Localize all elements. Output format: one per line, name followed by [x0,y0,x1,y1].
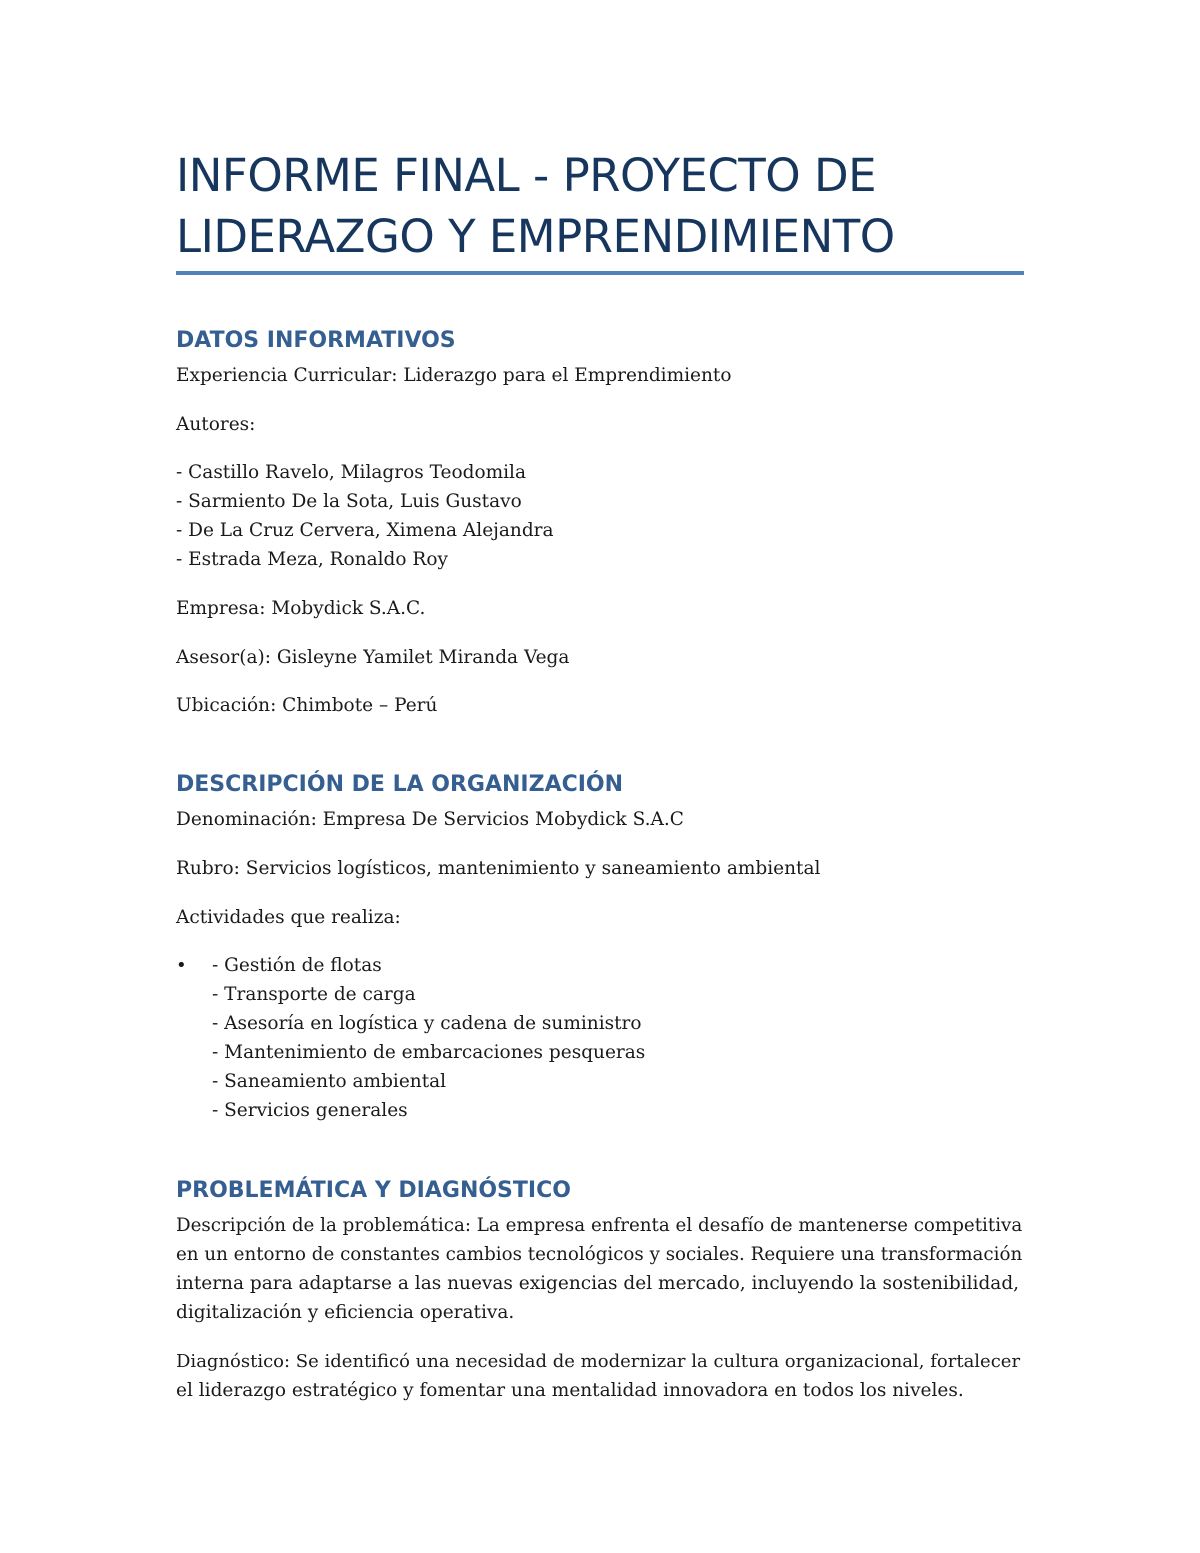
empresa: Empresa: Mobydick S.A.C. [176,598,426,619]
actividad-item: - Servicios generales [212,1100,408,1121]
autor-item: - Sarmiento De la Sota, Luis Gustavo [176,491,522,512]
document-title [176,145,1026,267]
actividad-item: - Transporte de carga [212,984,416,1005]
actividad-item: - Asesoría en logística y cadena de suministro [212,1013,642,1034]
autores-label: Autores: [176,414,256,435]
descripcion-line: en un entorno de constantes cambios tecnológicos y sociales. Requiere una transformación [176,1244,1023,1265]
diagnostico-line: el liderazgo estratégico y fomentar una mentalidad innovadora en todos los niveles. [176,1380,964,1401]
title-line-2: LIDERAZGO Y EMPRENDIMIENTO [176,210,895,263]
section-heading-organizacion: DESCRIPCIÓN DE LA ORGANIZACIÓN [176,772,624,797]
descripcion-line: interna para adaptarse a las nuevas exigencias del mercado, incluyendo la sostenibilidad, [176,1273,1020,1294]
ubicacion: Ubicación: Chimbote – Perú [176,695,438,716]
autor-item: - De La Cruz Cervera, Ximena Alejandra [176,520,554,541]
actividades-label: Actividades que realiza: [176,907,401,928]
asesor: Asesor(a): Gisleyne Yamilet Miranda Vega [176,647,570,668]
actividad-item: - Gestión de flotas [212,955,382,976]
title-line-1: INFORME FINAL - PROYECTO DE [176,149,877,202]
diagnostico [176,1347,1026,1405]
diagnostico-line: Diagnóstico: Se identificó una necesidad de modernizar la cultura organizacional, fortalecer [176,1351,1021,1372]
bullet-icon: • [176,955,187,976]
title-underline [176,271,1024,275]
autor-item: - Estrada Meza, Ronaldo Roy [176,549,448,570]
autor-item: - Castillo Ravelo, Milagros Teodomila [176,462,526,483]
autores-list [176,458,554,574]
document-page [176,0,1026,1553]
section-heading-problematica: PROBLEMÁTICA Y DIAGNÓSTICO [176,1178,571,1203]
actividades-list [212,951,645,1125]
descripcion-line: digitalización y eficiencia operativa. [176,1302,515,1323]
actividad-item: - Mantenimiento de embarcaciones pesqueras [212,1042,646,1063]
descripcion-problematica [176,1211,1026,1327]
actividad-item: - Saneamiento ambiental [212,1071,447,1092]
section-heading-datos: DATOS INFORMATIVOS [176,328,456,353]
descripcion-line: Descripción de la problemática: La empresa enfrenta el desafío de mantenerse competitiva [176,1215,1023,1236]
rubro: Rubro: Servicios logísticos, mantenimiento y saneamiento ambiental [176,858,821,879]
denominacion: Denominación: Empresa De Servicios Mobydick S.A.C [176,809,684,830]
experiencia-curricular: Experiencia Curricular: Liderazgo para el Emprendimiento [176,365,732,386]
